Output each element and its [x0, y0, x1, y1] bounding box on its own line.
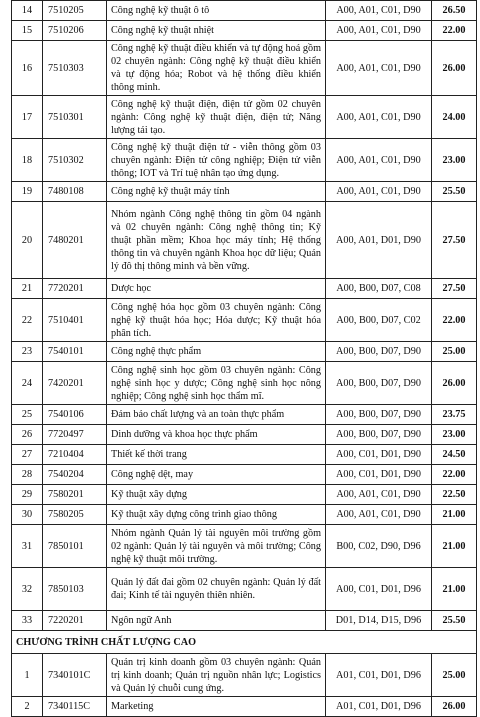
admission-score: 21.00 [432, 568, 477, 611]
admission-score: 27.50 [432, 279, 477, 299]
table-row [12, 425, 477, 445]
admission-score: 25.00 [432, 342, 477, 362]
section-title: CHƯƠNG TRÌNH CHẤT LƯỢNG CAO [12, 631, 477, 654]
program-code: 7540106 [43, 405, 107, 425]
admission-score: 21.00 [432, 505, 477, 525]
subject-combination: A00, A01, C01, D90 [326, 485, 432, 505]
row-number: 2 [12, 697, 43, 717]
program-name: Quản lý đất đai gồm 02 chuyên ngành: Quản lý đất đai; Kinh tế tài nguyên thiên nhiên. [107, 568, 326, 611]
program-name: Công nghệ kỹ thuật nhiệt [107, 21, 326, 41]
admission-score: 22.50 [432, 485, 477, 505]
table-row [12, 279, 477, 299]
program-code: 7210404 [43, 445, 107, 465]
subject-combination: A00, B00, D07, C08 [326, 279, 432, 299]
row-number: 19 [12, 182, 43, 202]
program-code: 7510205 [43, 1, 107, 21]
program-code: 7580205 [43, 505, 107, 525]
program-name: Công nghệ dệt, may [107, 465, 326, 485]
subject-combination: A00, B00, D07, D90 [326, 342, 432, 362]
table-row [12, 362, 477, 405]
row-number: 27 [12, 445, 43, 465]
program-name: Dinh dưỡng và khoa học thực phẩm [107, 425, 326, 445]
program-code: 7510401 [43, 299, 107, 342]
subject-combination: A00, A01, C01, D90 [326, 139, 432, 182]
row-number: 23 [12, 342, 43, 362]
admission-score: 23.00 [432, 139, 477, 182]
table-row [12, 505, 477, 525]
subject-combination: A00, A01, C01, D90 [326, 1, 432, 21]
subject-combination: B00, C02, D90, D96 [326, 525, 432, 568]
row-number: 1 [12, 654, 43, 697]
program-code: 7540204 [43, 465, 107, 485]
admission-score: 25.00 [432, 654, 477, 697]
subject-combination: A00, B00, D07, D90 [326, 425, 432, 445]
table-row [12, 202, 477, 279]
table-row [12, 568, 477, 611]
table-row [12, 485, 477, 505]
program-code: 7850101 [43, 525, 107, 568]
program-name: Công nghệ kỹ thuật ô tô [107, 1, 326, 21]
table-row [12, 611, 477, 631]
row-number: 22 [12, 299, 43, 342]
row-number: 21 [12, 279, 43, 299]
program-name: Công nghệ kỹ thuật điện, điện tử gồm 02 chuyên ngành: Công nghệ kỹ thuật điện, điện tử; Năng lượng tái tạo. [107, 96, 326, 139]
table-row [12, 445, 477, 465]
high-quality-program-rows [12, 654, 477, 717]
subject-combination: A00, A01, C01, D90 [326, 21, 432, 41]
row-number: 25 [12, 405, 43, 425]
subject-combination: A00, A01, C01, D90 [326, 182, 432, 202]
program-name: Công nghệ hóa học gồm 03 chuyên ngành: Công nghệ kỹ thuật hóa học; Hóa dược; Kỹ thuật hóa phân tích. [107, 299, 326, 342]
program-code: 7580201 [43, 485, 107, 505]
program-code: 7480108 [43, 182, 107, 202]
program-code: 7510302 [43, 139, 107, 182]
row-number: 26 [12, 425, 43, 445]
program-name: Kỹ thuật xây dựng công trình giao thông [107, 505, 326, 525]
row-number: 33 [12, 611, 43, 631]
table-row [12, 299, 477, 342]
row-number: 14 [12, 1, 43, 21]
admission-score: 26.00 [432, 41, 477, 96]
program-name: Dược học [107, 279, 326, 299]
table-row [12, 182, 477, 202]
program-name: Kỹ thuật xây dựng [107, 485, 326, 505]
admission-score: 22.00 [432, 299, 477, 342]
row-number: 32 [12, 568, 43, 611]
table-row [12, 1, 477, 21]
row-number: 18 [12, 139, 43, 182]
row-number: 31 [12, 525, 43, 568]
subject-combination: A00, B00, D07, C02 [326, 299, 432, 342]
program-code: 7220201 [43, 611, 107, 631]
program-name: Công nghệ kỹ thuật máy tính [107, 182, 326, 202]
admission-score: 27.50 [432, 202, 477, 279]
table-row [12, 654, 477, 697]
program-code: 7340115C [43, 697, 107, 717]
admission-score: 26.00 [432, 697, 477, 717]
admission-score: 23.75 [432, 405, 477, 425]
admission-score: 22.00 [432, 21, 477, 41]
table-row [12, 697, 477, 717]
subject-combination: A00, A01, D01, D90 [326, 202, 432, 279]
row-number: 28 [12, 465, 43, 485]
program-code: 7480201 [43, 202, 107, 279]
program-name: Ngôn ngữ Anh [107, 611, 326, 631]
subject-combination: A00, B00, D07, D90 [326, 405, 432, 425]
table-row [12, 525, 477, 568]
subject-combination: A00, A01, C01, D90 [326, 505, 432, 525]
program-name: Thiết kế thời trang [107, 445, 326, 465]
admission-score: 23.00 [432, 425, 477, 445]
admission-scores-document [11, 0, 470, 717]
admission-score: 26.50 [432, 1, 477, 21]
admission-score: 22.00 [432, 465, 477, 485]
program-name: Quản trị kinh doanh gồm 03 chuyên ngành: Quản trị kinh doanh; Quản trị nguồn nhân lực; Logistics và Quản lý chuỗi cung ứng. [107, 654, 326, 697]
standard-program-rows [12, 1, 477, 631]
program-code: 7340101C [43, 654, 107, 697]
program-name: Công nghệ kỹ thuật điện tử - viễn thông gồm 03 chuyên ngành: Điện tử công nghiệp; Điện tử viễn thông; IOT và Trí tuệ nhân tạo ứng dụng. [107, 139, 326, 182]
program-code: 7720201 [43, 279, 107, 299]
table-row [12, 21, 477, 41]
admission-score: 24.00 [432, 96, 477, 139]
table-row [12, 342, 477, 362]
program-code: 7720497 [43, 425, 107, 445]
program-name: Marketing [107, 697, 326, 717]
row-number: 17 [12, 96, 43, 139]
subject-combination: A00, A01, C01, D90 [326, 41, 432, 96]
section-header-row [12, 631, 477, 654]
subject-combination: A00, B00, D07, D90 [326, 362, 432, 405]
admission-score: 21.00 [432, 525, 477, 568]
table-row [12, 139, 477, 182]
subject-combination: A01, C01, D01, D96 [326, 654, 432, 697]
admission-score: 26.00 [432, 362, 477, 405]
program-name: Công nghệ sinh học gồm 03 chuyên ngành: Công nghệ sinh học y dược; Công nghệ sinh học nông nghiệp; Công nghệ sinh học thẩm mĩ. [107, 362, 326, 405]
program-name: Công nghệ thực phẩm [107, 342, 326, 362]
subject-combination: A00, C01, D01, D90 [326, 465, 432, 485]
program-code: 7850103 [43, 568, 107, 611]
table-row [12, 465, 477, 485]
table-row [12, 405, 477, 425]
row-number: 16 [12, 41, 43, 96]
admission-score: 25.50 [432, 611, 477, 631]
program-code: 7510301 [43, 96, 107, 139]
program-name: Nhóm ngành Công nghệ thông tin gồm 04 ngành và 02 chuyên ngành: Công nghệ thông tin; Kỹ thuật phần mềm; Khoa học máy tính; Hệ thống thông tin và chuyên ngành Khoa học dữ liệu; Quản lý đô thị thông minh và bền vững. [107, 202, 326, 279]
program-name: Nhóm ngành Quản lý tài nguyên môi trường gồm 02 ngành: Quản lý tài nguyên và môi trường; Công nghệ kỹ thuật môi trường. [107, 525, 326, 568]
admission-score: 24.50 [432, 445, 477, 465]
subject-combination: D01, D14, D15, D96 [326, 611, 432, 631]
section-row-group [12, 631, 477, 654]
program-code: 7510303 [43, 41, 107, 96]
program-code: 7510206 [43, 21, 107, 41]
subject-combination: A00, A01, C01, D90 [326, 96, 432, 139]
subject-combination: A01, C01, D01, D96 [326, 697, 432, 717]
table-row [12, 96, 477, 139]
admission-score: 25.50 [432, 182, 477, 202]
row-number: 15 [12, 21, 43, 41]
program-name: Công nghệ kỹ thuật điều khiển và tự động hoá gồm 02 chuyên ngành: Công nghệ kỹ thuật điều khiển và tự động hóa; Robot và hệ thống điều khiển thông minh. [107, 41, 326, 96]
program-code: 7540101 [43, 342, 107, 362]
row-number: 24 [12, 362, 43, 405]
program-name: Đảm bảo chất lượng và an toàn thực phẩm [107, 405, 326, 425]
subject-combination: A00, C01, D01, D96 [326, 568, 432, 611]
admission-scores-table [11, 0, 477, 717]
subject-combination: A00, C01, D01, D90 [326, 445, 432, 465]
row-number: 20 [12, 202, 43, 279]
row-number: 29 [12, 485, 43, 505]
program-code: 7420201 [43, 362, 107, 405]
row-number: 30 [12, 505, 43, 525]
table-row [12, 41, 477, 96]
